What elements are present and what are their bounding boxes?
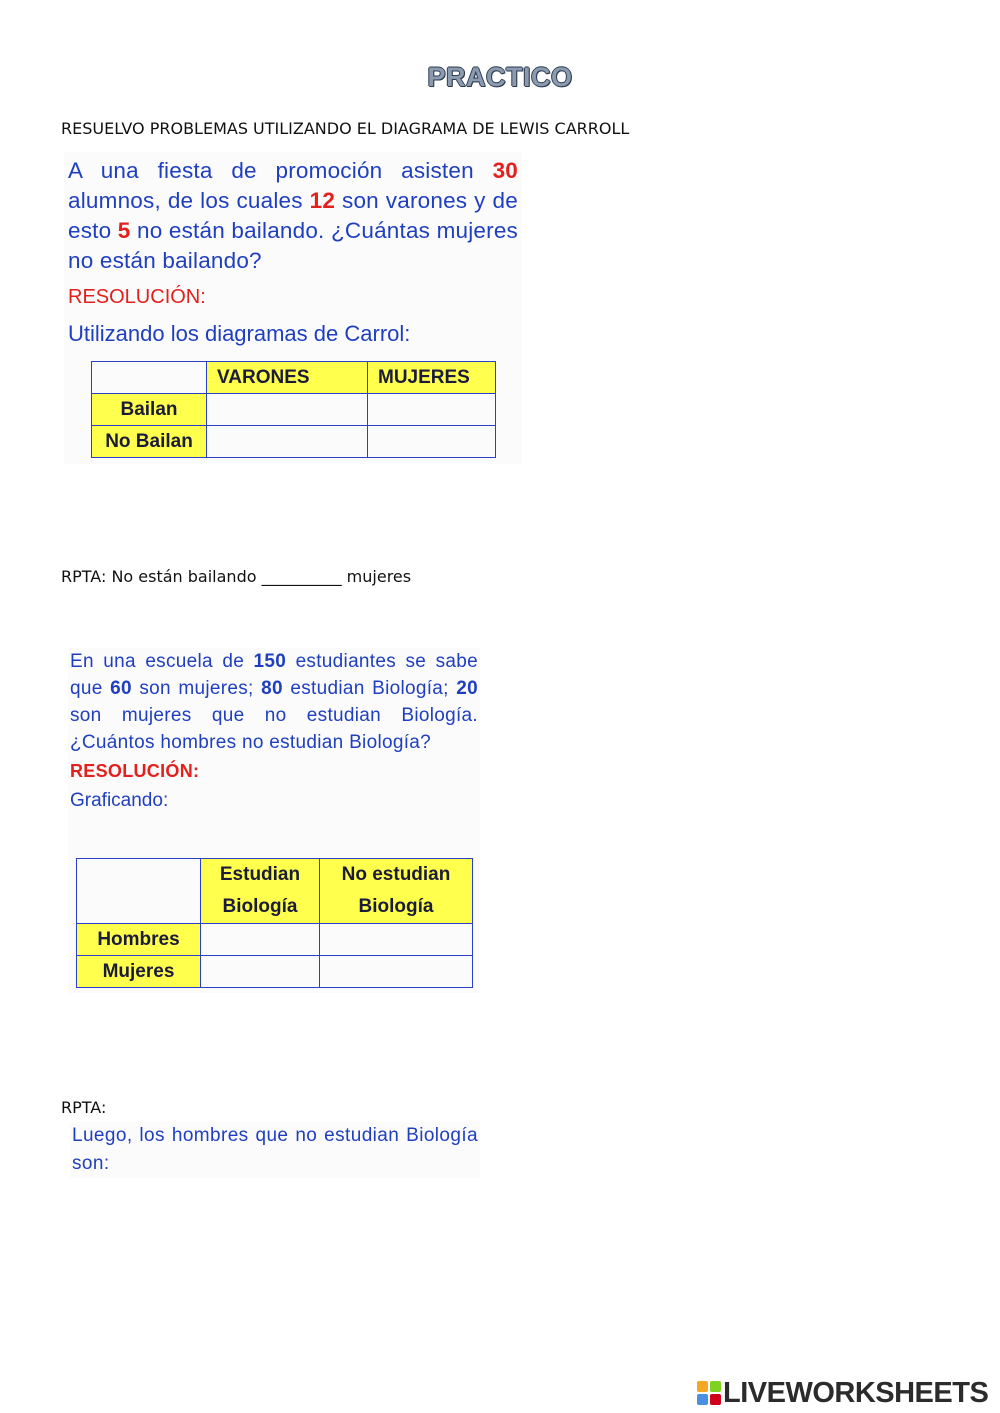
problem-2-number-biology: 80 [261,678,283,699]
problem-2-text-d: estudian Biología; [282,678,457,699]
problem-1-text-c: son varones y de esto [68,188,518,243]
table-2-cell[interactable] [201,956,320,988]
problem-2-statement [70,648,478,756]
problem-1-text-a: A una fiesta de promoción asisten [68,158,493,183]
page-subtitle: RESUELVO PROBLEMAS UTILIZANDO EL DIAGRAMA DE LEWIS CARROLL [61,119,630,138]
table-2-header-no-estudian-line1: No estudian [341,864,451,885]
table-2-corner [77,859,201,924]
table-1-cell[interactable] [368,394,496,426]
table-2-header-estudian-line2: Biología [222,896,298,917]
problem-1-number-boys: 12 [309,188,336,213]
carroll-table-2 [76,858,473,988]
problem-2-graficando: Graficando: [70,790,169,811]
table-2-cell[interactable] [201,924,320,956]
table-1-header-mujeres: MUJERES [368,362,496,394]
problem-1-text-b: alumnos, de los cuales [68,188,310,213]
table-1-row-bailan: Bailan [92,394,207,426]
carroll-table-1 [91,361,496,458]
answer-2-label: RPTA: [61,1098,107,1117]
answer-1-line: RPTA: No están bailando __________ mujeres [61,567,412,586]
logo-grid-icon [697,1381,721,1405]
table-2-header-no-estudian [320,859,473,924]
liveworksheets-logo [697,1376,988,1410]
table-2-header-no-estudian-line2: Biología [358,896,434,917]
problem-2-resolucion: RESOLUCIÓN: [70,761,200,781]
problem-2-text-e: son mujeres que no estudian Biología. ¿Cuántos hombres no estudian Biología? [70,705,478,753]
problem-2-text-b: estudiantes se sabe que [70,651,478,699]
table-1-row-no-bailan: No Bailan [92,426,207,458]
page-title: PRACTICO [427,62,573,92]
problem-1-text-d: no están bailando. ¿Cuántas mujeres no están bailando? [68,218,518,273]
problem-1-resolucion: RESOLUCIÓN: [68,286,206,308]
problem-2-number-women: 60 [110,678,132,699]
problem-2-number-women-no-biology: 20 [456,678,478,699]
problem-1-number-students: 30 [492,158,518,183]
problem-2-text-a: En una escuela de [70,651,254,672]
problem-1-number-not-dancing: 5 [117,218,131,243]
table-1-cell[interactable] [207,394,368,426]
table-1-cell[interactable] [368,426,496,458]
table-1-corner [92,362,207,394]
table-2-cell[interactable] [320,924,473,956]
table-2-row-hombres: Hombres [77,924,201,956]
logo-text: LIVEWORKSHEETS [723,1376,989,1409]
problem-3-statement: Luego, los hombres que no estudian Biología son: [72,1125,478,1174]
table-2-cell[interactable] [320,956,473,988]
problem-2-text-c: son mujeres; [131,678,262,699]
problem-1-utilizando: Utilizando los diagramas de Carrol: [68,321,411,346]
table-2-header-estudian-line1: Estudian [219,864,301,885]
problem-1-statement [68,156,518,276]
table-2-header-estudian [201,859,320,924]
table-1-header-varones: VARONES [207,362,368,394]
table-1-cell[interactable] [207,426,368,458]
problem-2-number-students: 150 [253,651,287,672]
problem-3-image [70,1122,480,1178]
table-2-row-mujeres: Mujeres [77,956,201,988]
